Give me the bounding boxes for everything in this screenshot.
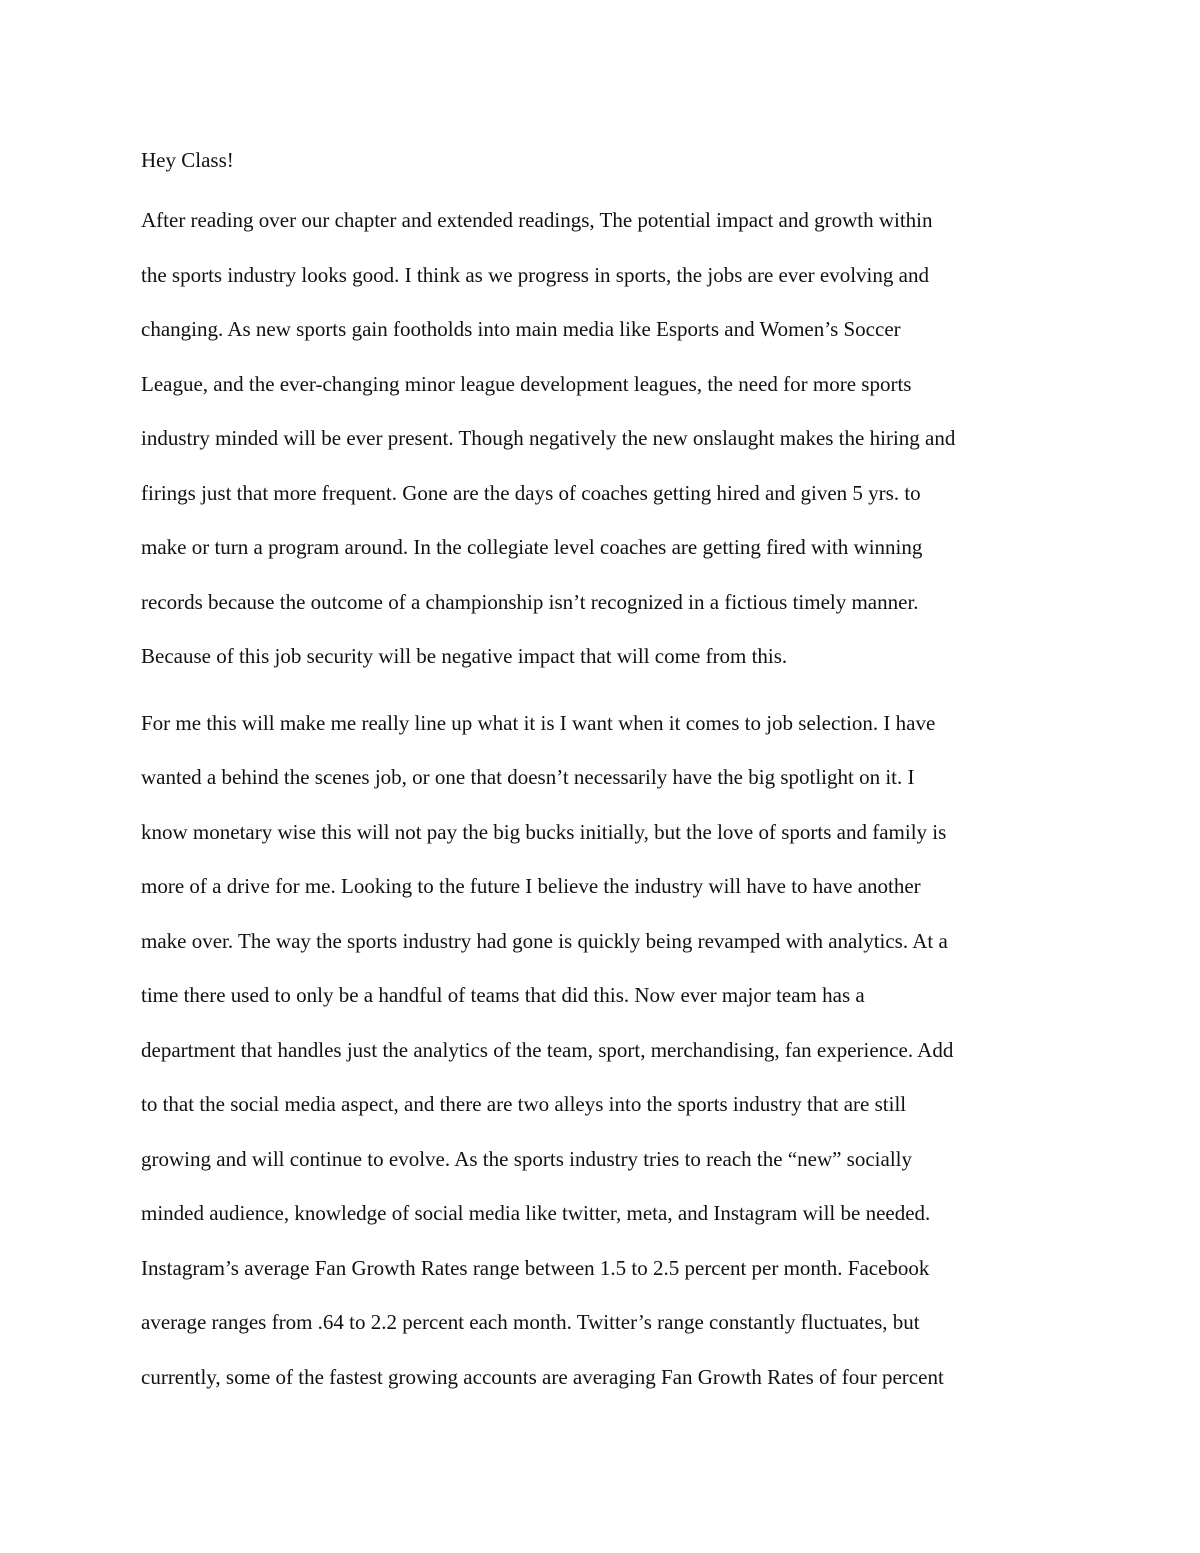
paragraph-line: Instagram’s average Fan Growth Rates range between 1.5 to 2.5 percent per month. Facebook [141, 1255, 930, 1280]
paragraph-line: wanted a behind the scenes job, or one that doesn’t necessarily have the big spotlight on it. I [141, 765, 915, 789]
paragraph-1 [141, 202, 1071, 693]
paragraph-line: time there used to only be a handful of teams that did this. Now ever major team has a [141, 983, 865, 1007]
paragraph-line: more of a drive for me. Looking to the future I believe the industry will have to have another [141, 874, 921, 898]
paragraph-line: For me this will make me really line up what it is I want when it comes to job selection. I have [141, 710, 936, 735]
paragraph-line: League, and the ever-changing minor league development leagues, the need for more sports [141, 371, 912, 396]
paragraph-line: Because of this job security will be negative impact that will come from this. [141, 644, 788, 668]
paragraph-line: changing. As new sports gain footholds into main media like Esports and Women’s Soccer [141, 317, 901, 341]
paragraph-line: growing and will continue to evolve. As the sports industry tries to reach the “new” socially [141, 1146, 912, 1171]
paragraph-line: firings just that more frequent. Gone are the days of coaches getting hired and given 5 yrs. to [141, 480, 921, 505]
greeting-text: Hey Class! [141, 148, 234, 172]
paragraph-line: make or turn a program around. In the collegiate level coaches are getting fired with winning [141, 535, 923, 559]
paragraph-line: currently, some of the fastest growing accounts are averaging Fan Growth Rates of four percent [141, 1364, 944, 1389]
paragraph-line: After reading over our chapter and extended readings, The potential impact and growth within [141, 208, 933, 232]
paragraph-line: minded audience, knowledge of social media like twitter, meta, and Instagram will be needed. [141, 1201, 931, 1225]
paragraph-line: average ranges from .64 to 2.2 percent each month. Twitter’s range constantly fluctuates, but [141, 1310, 920, 1334]
paragraph-2 [141, 705, 1071, 1414]
paragraph-line: department that handles just the analytics of the team, sport, merchandising, fan experience. Add [141, 1037, 954, 1062]
paragraph-line: know monetary wise this will not pay the big bucks initially, but the love of sports and family is [141, 819, 947, 844]
paragraph-spacer [141, 693, 1071, 705]
paragraph-line: make over. The way the sports industry had gone is quickly being revamped with analytics. At a [141, 928, 948, 953]
paragraph-line: the sports industry looks good. I think as we progress in sports, the jobs are ever evolving and [141, 262, 929, 287]
paragraph-line: industry minded will be ever present. Though negatively the new onslaught makes the hiring and [141, 426, 956, 450]
document-body [141, 142, 1071, 1413]
paragraph-line: to that the social media aspect, and there are two alleys into the sports industry that are still [141, 1092, 907, 1116]
paragraph-line: records because the outcome of a championship isn’t recognized in a fictious timely manner. [141, 589, 919, 614]
